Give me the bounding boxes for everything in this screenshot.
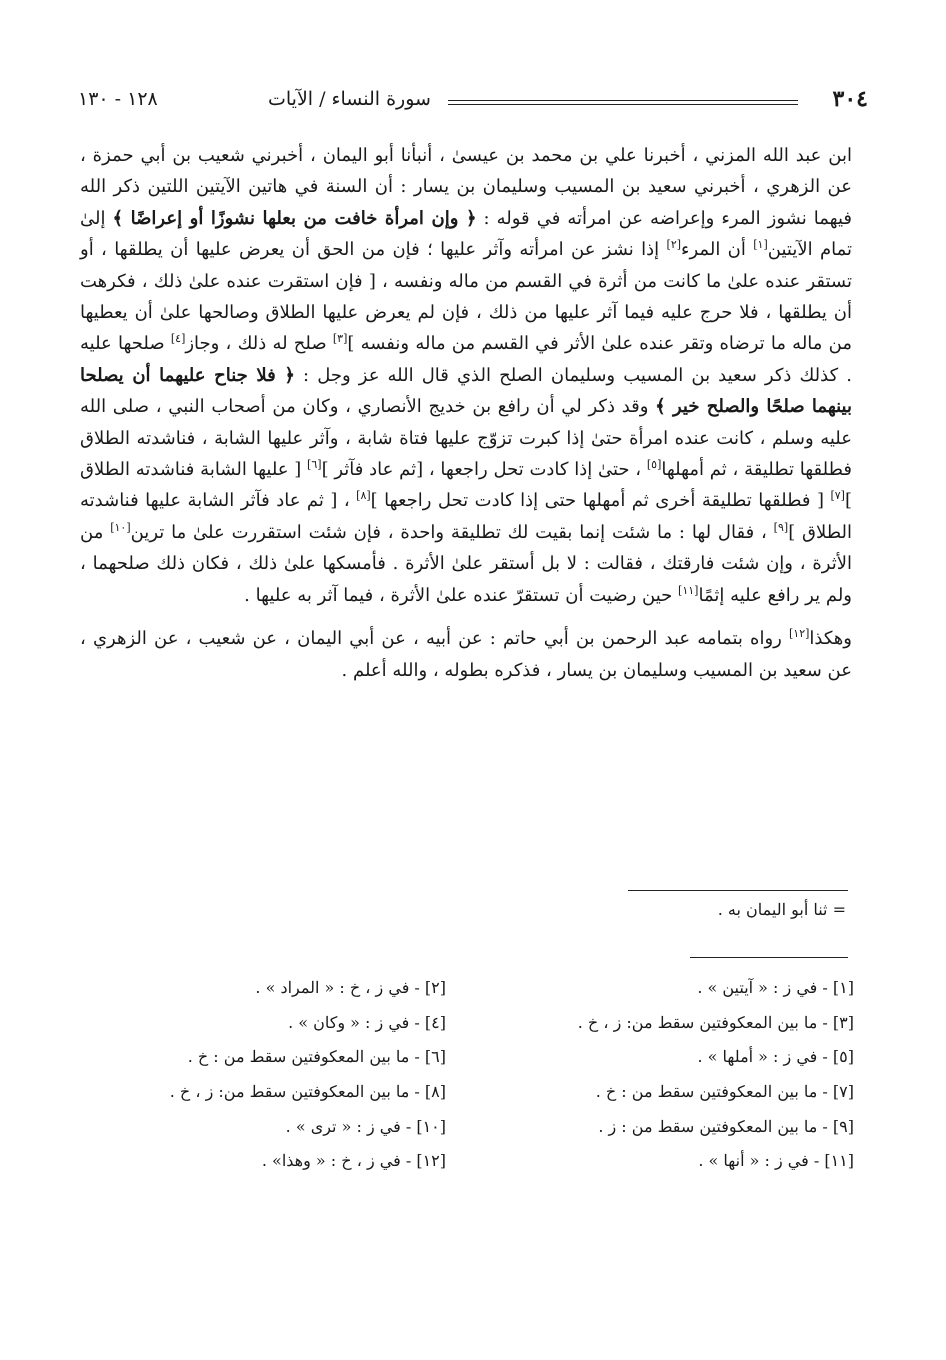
footnote-item: [٥] - في ز : « أملها » . <box>697 1047 854 1067</box>
footnote-separator <box>690 957 848 958</box>
text-run: [ فطلقها تطليقة أخرى ثم أمهلها حتى إذا كادت تحل راجعها ] <box>370 490 831 512</box>
header-rule-double <box>448 104 798 105</box>
footnote-separator <box>628 890 848 891</box>
text-run: [ عليها الشابة فناشدته الطلاق ] <box>80 459 852 512</box>
footnote-marker[interactable]: [١٢] <box>789 627 810 641</box>
footnote-marker[interactable]: [٩] <box>773 520 789 534</box>
footnote-marker[interactable]: [١٠] <box>110 520 131 534</box>
sura-title: سورة النساء / الآيات <box>268 88 431 110</box>
footnote-item: [١١] - في ز : « أنها » . <box>698 1151 854 1171</box>
footnote-item: [١٠] - في ز : « ترى » . <box>285 1116 446 1136</box>
footnote-marker[interactable]: [١] <box>753 238 768 252</box>
text-run: إلىٰ تمام الآيتين <box>80 207 853 261</box>
main-text <box>80 140 852 686</box>
footnote-item: [٨] - ما بين المعكوفتين سقط من: ز ، خ . <box>169 1082 446 1102</box>
footnote-marker[interactable]: [٦] <box>307 458 322 472</box>
page-header <box>78 86 868 116</box>
footnote-item: [٦] - ما بين المعكوفتين سقط من : خ . <box>187 1047 446 1067</box>
footnote-marker[interactable]: [٢] <box>666 238 682 252</box>
text-run: رواه بتمامه عبد الرحمن بن أبي حاتم : عن أبيه ، عن أبي اليمان ، عن شعيب ، عن الزهري ، عن سعيد بن المسيب وسليمان بن يسار ، فذكره بطوله ، والله أعلم . <box>80 628 852 681</box>
footnotes-left-column <box>116 978 446 1186</box>
header-rule <box>448 100 798 101</box>
footnote-item: [٣] - ما بين المعكوفتين سقط من: ز ، خ . <box>577 1012 854 1032</box>
text-run: وهكذا <box>809 628 852 650</box>
footnote-marker[interactable]: [٨] <box>356 489 371 503</box>
quran-quote: ﴿ فلا جناح عليهما أن يصلحا بينهما صلحًا والصلح خير ﴾ <box>80 364 852 418</box>
text-run: ، [ ثم عاد فآثر الشابة عليها فناشدته الطلاق ] <box>80 490 852 543</box>
footnotes-right-column <box>514 978 854 1186</box>
text-run: ، حتىٰ إذا كادت تحل راجعها ، [ثم عاد فآثر ] <box>321 459 647 481</box>
footnote-item: [٧] - ما بين المعكوفتين سقط من : خ . <box>595 1082 854 1102</box>
text-run: أن المرء <box>681 239 754 261</box>
text-run: إذا نشز عن امرأته وآثر عليها ؛ فإن من الحق أن يعرض عليها أن يطلقها ، أو تستقر عنده علىٰ ما كانت من أثرة في القسم من ماله ونفسه ، [ فإن استقرت عنده علىٰ ذلك ، فكرهت أن يطلقها ، فلا حرج عليه فيما آثر عليها من ذلك ، فإن لم يعرض عليها الطلاق وصالحها علىٰ أن يعطيها من ماله ما ترضاه وتقر عنده علىٰ الأثر في القسم من ماله ونفسه ] <box>80 239 852 355</box>
text-run: حين رضيت أن تستقرّ عنده علىٰ الأثرة ، فيما آثر به عليها . <box>244 584 679 606</box>
verse-range: ١٢٨ - ١٣٠ <box>78 88 158 110</box>
text-run: ، فقال لها : ما شئت إنما بقيت لك تطليقة واحدة ، فإن شئت استقررت علىٰ ما ترين <box>130 521 774 543</box>
footnote-item: [٢] - في ز ، خ : « المراد » . <box>255 978 446 997</box>
footnote-item: [١٢] - في ز ، خ : « وهذا» . <box>261 1151 446 1171</box>
footnote-marker[interactable]: [٤] <box>170 332 186 346</box>
footnote-item: [٤] - في ز : « وكان » . <box>288 1012 446 1032</box>
footnote-marker[interactable]: [١١] <box>678 583 699 597</box>
text-run: من الأثرة ، وإن شئت فارقتك ، فقالت : لا بل أستقر علىٰ الأثرة . فأمسكها علىٰ ذلك ، فكان ذلك صلحهما ، ولم ير رافع عليه إثمًا <box>80 521 852 606</box>
paragraph-2 <box>80 623 852 686</box>
footnote-marker[interactable]: [٧] <box>830 489 845 503</box>
quran-quote: ﴿ وإن امرأة خافت من بعلها نشوزًا أو إعراضًا ﴾ <box>112 207 477 229</box>
footnote-item: [١] - في ز : « آيتين » . <box>697 978 854 997</box>
text-run: ابن عبد الله المزني ، أخبرنا علي بن محمد بن عيسىٰ ، أنبأنا أبو اليمان ، أخبرني شعيب بن أبي حمزة ، عن الزهري ، أخبرني سعيد بن المسيب وسليمان بن يسار : أن السنة في هاتين الآيتين اللتين ذكر الله فيهما نشوز المرء وإعراضه عن امرأته في قوله : <box>80 145 852 229</box>
text-run: صلحها عليه . كذلك ذكر سعيد بن المسيب وسليمان الصلح الذي قال الله عز وجل : <box>80 333 852 386</box>
footnote-item: [٩] - ما بين المعكوفتين سقط من : ز . <box>598 1116 854 1136</box>
text-run: صلح له ذلك ، وجاز <box>185 333 333 355</box>
footnote-marker[interactable]: [٥] <box>646 458 662 472</box>
page-number: ٣٠٤ <box>832 86 868 112</box>
footnote-continuation: = ثنا أبو اليمان به . <box>717 900 846 919</box>
footnote-marker[interactable]: [٣] <box>332 332 348 346</box>
text-run: وقد ذكر لي أن رافع بن خديج الأنصاري ، وكان من أصحاب النبي ، صلى الله عليه وسلم ، كانت عنده امرأة حتىٰ إذا كبرت تزوّج عليها فتاة شابة ، وآثر عليها الشابة ، فناشدته الطلاق فطلقها تطليقة ، ثم أمهلها <box>80 396 852 481</box>
paragraph-1 <box>80 140 852 611</box>
